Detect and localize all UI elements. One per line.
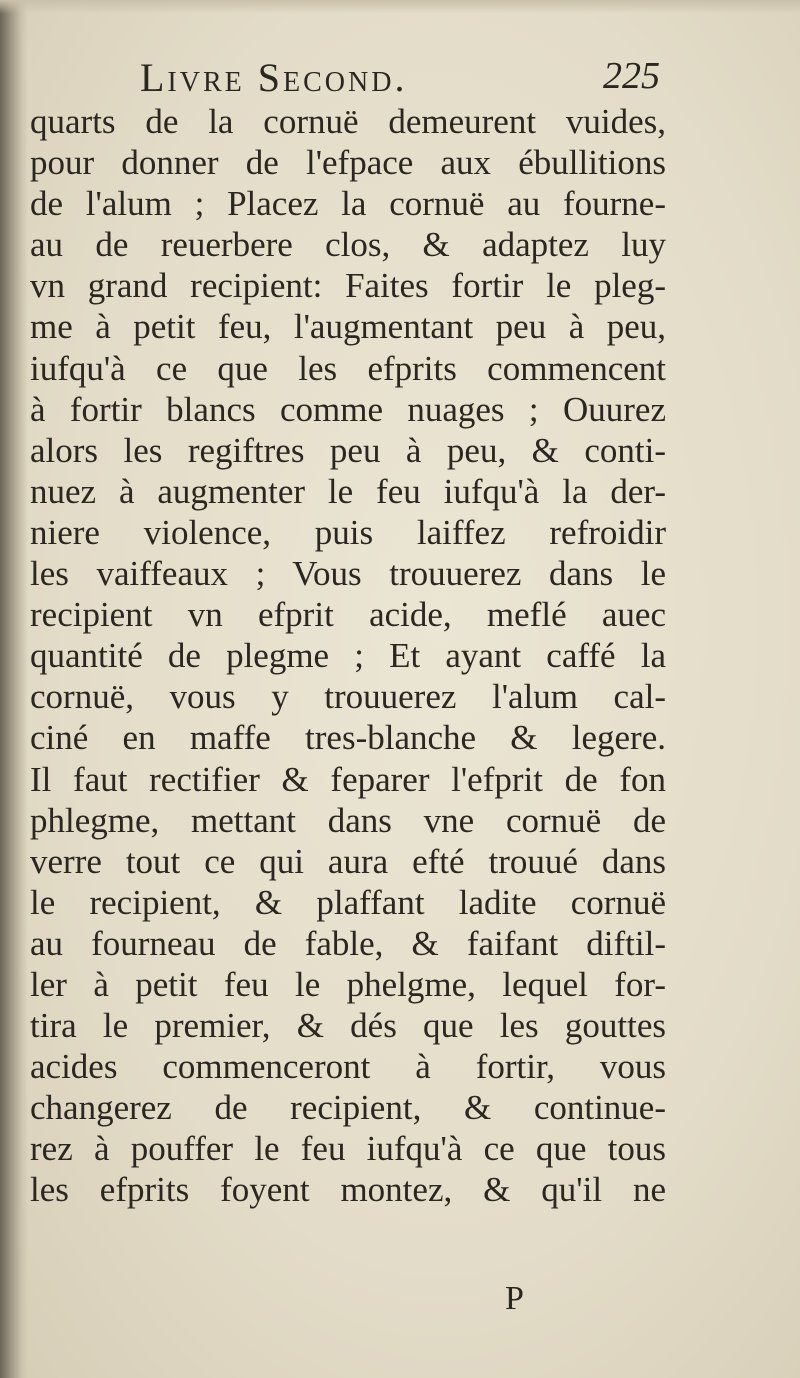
signature-mark: P (505, 1280, 524, 1317)
binding-gutter (0, 0, 28, 1378)
text-line: changerez de recipient, & continue- (30, 1088, 666, 1128)
page-header (0, 50, 800, 106)
running-head: Livre Second. (140, 55, 408, 100)
text-line: le recipient, & plaffant ladite cornuë (30, 882, 666, 922)
text-line: Il faut rectifier & feparer l'efprit de fon (30, 759, 666, 799)
text-line: pour donner de l'efpace aux ébullitions (30, 143, 666, 183)
body-text (30, 101, 666, 1211)
text-line: alors les regiftres peu à peu, & conti- (30, 430, 666, 470)
text-line: tira le premier, & dés que les gouttes (30, 1006, 666, 1046)
text-line: niere violence, puis laiffez refroidir (30, 512, 666, 552)
text-line: au fourneau de fable, & faifant diftil- (30, 923, 666, 963)
text-line: verre tout ce qui aura efté trouué dans (30, 841, 666, 881)
text-line: vn grand recipient: Faites fortir le pleg- (30, 266, 666, 306)
text-line: les vaiffeaux ; Vous trouuerez dans le (30, 554, 666, 594)
text-line: rez à pouffer le feu iufqu'à ce que tous (30, 1129, 666, 1169)
text-line: acides commenceront à fortir, vous (30, 1047, 666, 1087)
text-line: quarts de la cornuë demeurent vuides, (30, 102, 666, 141)
text-line: les efprits foyent montez, & qu'il ne (30, 1170, 666, 1210)
text-line: cornuë, vous y trouuerez l'alum cal- (30, 677, 666, 717)
text-line: ler à petit feu le phelgme, lequel for- (30, 964, 666, 1004)
text-line: au de reuerbere clos, & adaptez luy (30, 225, 666, 265)
text-line: phlegme, mettant dans vne cornuë de (30, 800, 666, 840)
text-line: me à petit feu, l'augmentant peu à peu, (30, 307, 666, 347)
text-line: de l'alum ; Placez la cornuë au fourne- (30, 184, 666, 224)
text-line: quantité de plegme ; Et ayant caffé la (30, 636, 666, 676)
text-line: nuez à augmenter le feu iufqu'à la der- (30, 471, 666, 511)
text-line: ciné en maffe tres-blanche & legere. (30, 718, 666, 758)
text-line: recipient vn efprit acide, meflé auec (30, 595, 666, 635)
page-top-edge (0, 0, 800, 14)
text-line: iufqu'à ce que les efprits commencent (30, 348, 666, 388)
page-number: 225 (603, 55, 660, 97)
text-line: à fortir blancs comme nuages ; Ouurez (30, 389, 666, 429)
